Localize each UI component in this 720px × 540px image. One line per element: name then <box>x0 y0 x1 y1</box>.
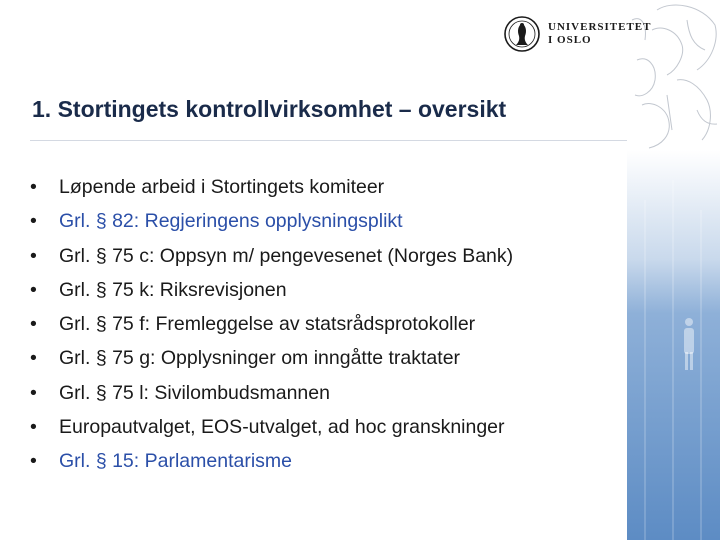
list-item <box>30 313 630 347</box>
title-divider <box>30 140 627 141</box>
bullet-icon: • <box>30 244 37 267</box>
university-seal-icon <box>504 14 540 54</box>
bullet-text: Grl. § 15: Parlamentarisme <box>59 450 293 473</box>
university-logo <box>504 13 651 55</box>
logo-text <box>548 21 651 47</box>
list-item <box>30 245 630 279</box>
bullet-icon: • <box>30 381 37 404</box>
list-item <box>30 279 630 313</box>
sidebar-art-icon <box>627 0 720 540</box>
bullet-icon: • <box>30 210 37 233</box>
bullet-text: Grl. § 82: Regjeringens opplysningsplikt <box>59 210 403 233</box>
bullet-text: Grl. § 75 k: Riksrevisjonen <box>59 278 287 301</box>
list-item <box>30 416 630 450</box>
bullet-text: Løpende arbeid i Stortingets komiteer <box>59 176 385 198</box>
bullet-text: Grl. § 75 g: Opplysninger om inngåtte traktater <box>59 347 461 370</box>
bullet-text: Grl. § 75 f: Fremleggelse av statsrådsprotokoller <box>59 313 476 336</box>
bullet-text: Grl. § 75 l: Sivilombudsmannen <box>59 381 330 404</box>
bullet-list <box>30 176 630 485</box>
bullet-text: Grl. § 75 c: Oppsyn m/ pengevesenet (Norges Bank) <box>59 244 514 267</box>
decorative-sidebar-art <box>627 0 720 540</box>
list-item <box>30 450 630 484</box>
bullet-icon: • <box>30 176 37 198</box>
bullet-text: Europautvalget, EOS-utvalget, ad hoc granskninger <box>59 416 505 439</box>
bullet-icon: • <box>30 278 37 301</box>
bullet-icon: • <box>30 347 37 370</box>
list-item <box>30 176 630 210</box>
list-item <box>30 347 630 381</box>
list-item <box>30 210 630 244</box>
slide-title: 1. Stortingets kontrollvirksomhet – oversikt <box>32 96 507 122</box>
bullet-icon: • <box>30 450 37 473</box>
bullet-icon: • <box>30 313 37 336</box>
bullet-icon: • <box>30 416 37 439</box>
logo-line-1: UNIVERSITETET <box>548 21 652 33</box>
list-item <box>30 382 630 416</box>
logo-line-2: I OSLO <box>548 34 592 46</box>
